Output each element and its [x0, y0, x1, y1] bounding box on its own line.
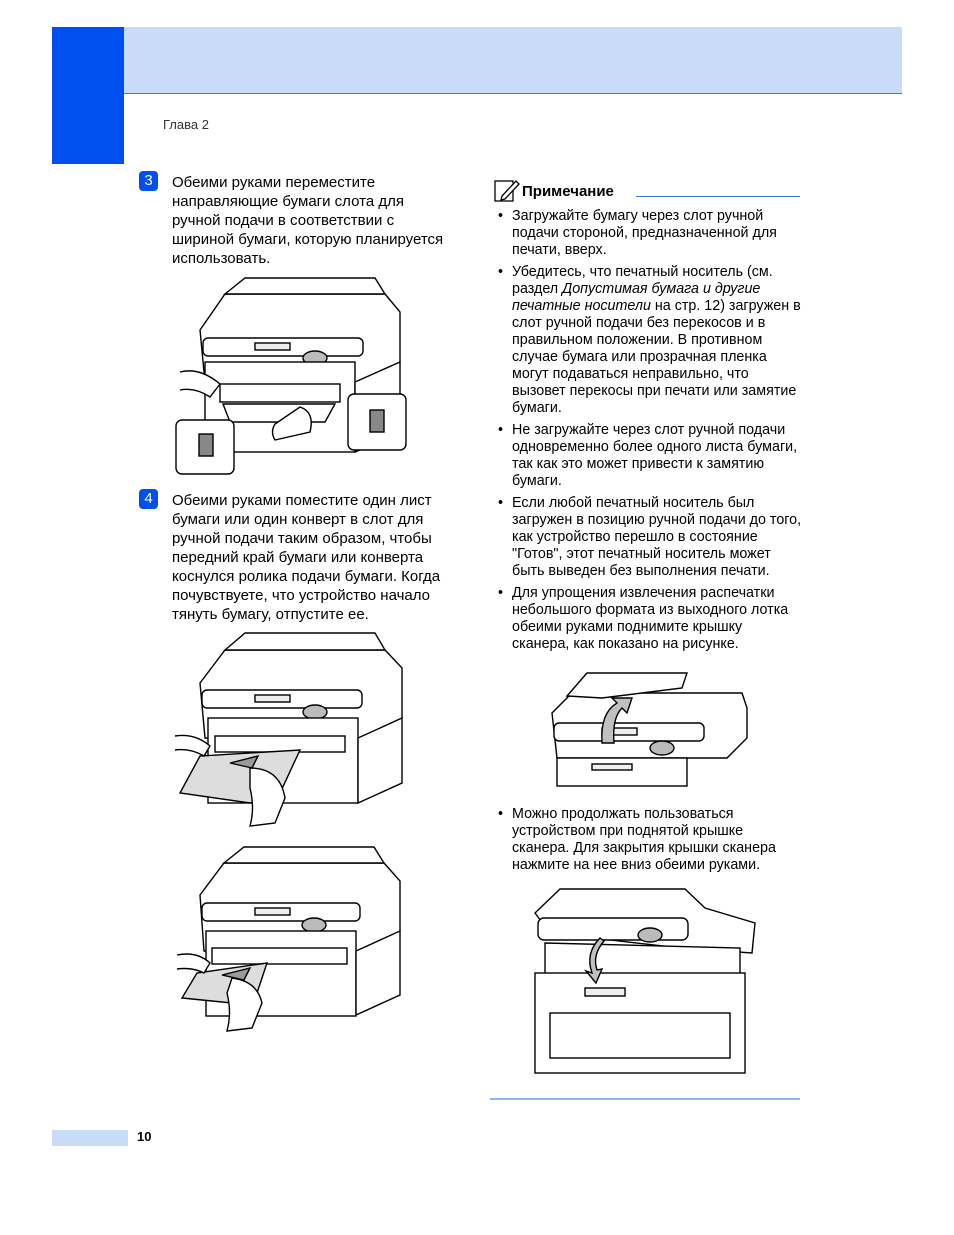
footer-band: [52, 1130, 128, 1146]
note-bullet-1: • Загружайте бумагу через слот ручной подачи стороной, предназначенной для печати, вверх.: [498, 208, 802, 259]
note-bullets: [498, 208, 802, 658]
chapter-tab: [52, 27, 124, 164]
printer-insert-paper-illustration: [170, 628, 410, 828]
printer-guides-illustration: [175, 272, 410, 477]
note-pencil-icon: [494, 178, 520, 202]
scanner-cover-close-illustration: [530, 883, 758, 1081]
note-bullet-5: • Для упрощения извлечения распечатки небольшого формата из выходного лотка обеими руками поднимите крышку сканера, как показано на рисунке.: [498, 585, 802, 653]
note-bullets-after: [498, 806, 802, 879]
note-bottom-rule: [490, 1098, 800, 1100]
note-header: [494, 177, 800, 203]
header-band: [124, 27, 902, 94]
note-divider: [636, 196, 800, 197]
note-bullet-3: • Не загружайте через слот ручной подачи одновременно более одного листа бумаги, так как это может привести к замятию бумаги.: [498, 422, 802, 490]
step-4-text: Обеими руками поместите один лист бумаги или один конверт в слот для ручной подачи таким образом, чтобы передний край бумаги или конверта коснулся ролика подачи бумаги. Когда почувствуете, что устройство начало тянуть бумагу, отпустите ее.: [172, 492, 441, 623]
chapter-label: Глава 2: [163, 117, 209, 132]
note-title: Примечание: [522, 183, 614, 200]
step-3-badge: 3: [139, 171, 158, 191]
note-bullet-6: • Можно продолжать пользоваться устройством при поднятой крышке сканера. Для закрытия крышки сканера нажмите на нее вниз обеими руками.: [498, 806, 802, 874]
printer-paper-fed-illustration: [172, 843, 407, 1038]
step-4-badge: 4: [139, 489, 158, 509]
note-bullet-4: • Если любой печатный носитель был загружен в позицию ручной подачи до того, как устройство перешло в состояние "Готов", этот печатный носитель может быть выведен без выполнения печати.: [498, 495, 802, 580]
page-number: 10: [137, 1129, 152, 1144]
note-bullet-2: • Убедитесь, что печатный носитель (см. раздел Допустимая бумага и другие печатные носители на стр. 12) загружен в слот ручной подачи без перекосов и в правильном положении. В противном случае бумага или прозрачная пленка могут подаваться неправильно, что вызовет перекосы при печати или замятие бумаги.: [498, 264, 802, 417]
scanner-cover-lift-illustration: [542, 668, 752, 788]
step-3-text: Обеими руками переместите направляющие бумаги слота для ручной подачи в соответствии с шириной бумаги, которую планируется использовать.: [172, 174, 444, 267]
